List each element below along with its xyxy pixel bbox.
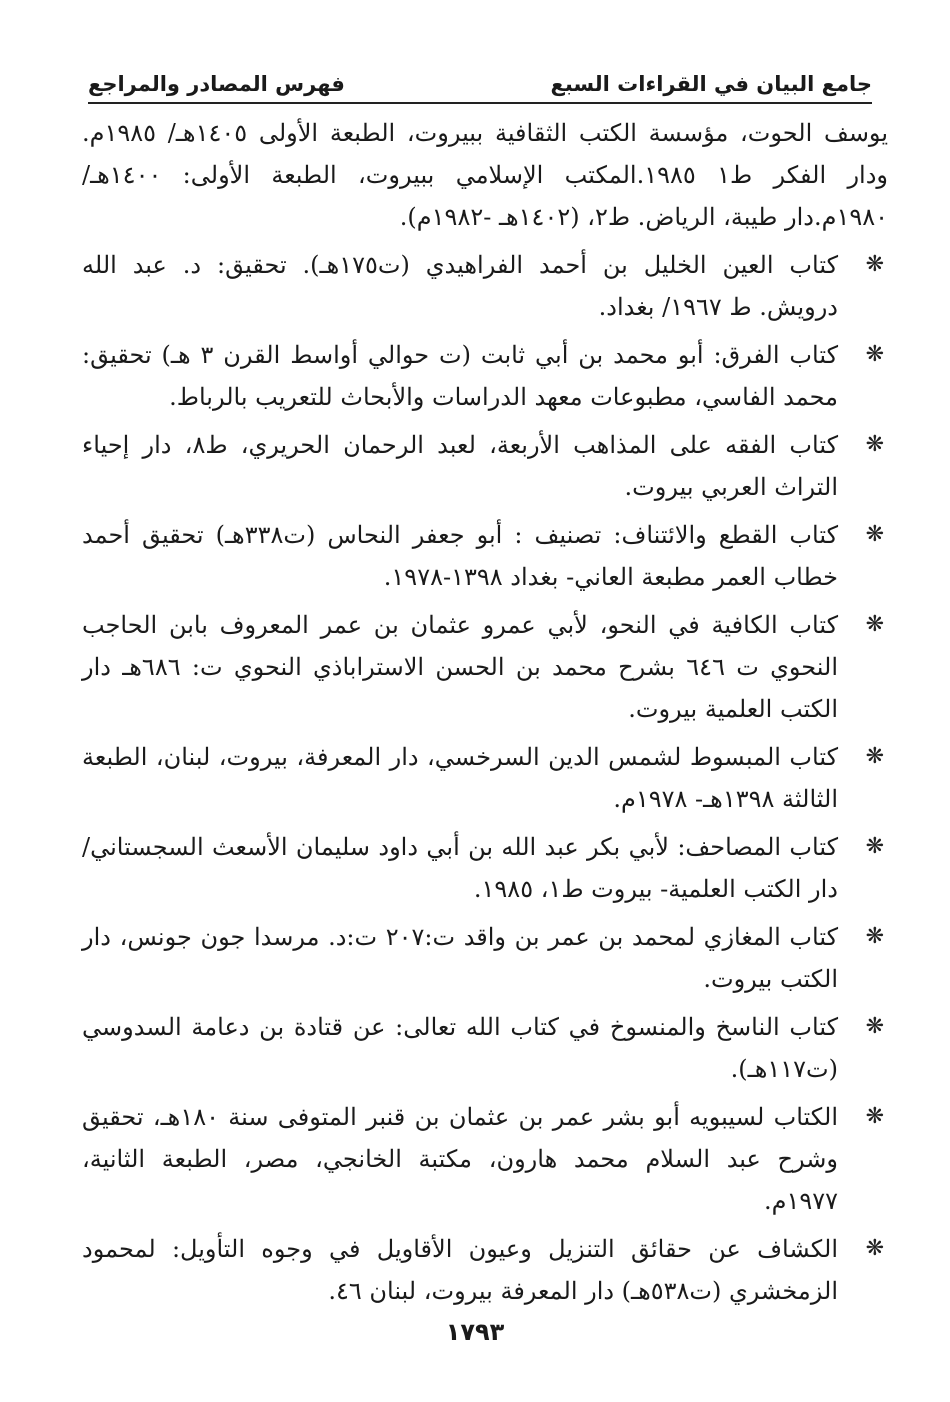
bibliography-entry xyxy=(82,916,888,1000)
entry-text: الكتاب لسيبويه أبو بشر عمر بن عثمان بن قنبر المتوفى سنة ١٨٠هـ، تحقيق وشرح عبد السلام محمد هارون، مكتبة الخانجي، مصر، الطبعة الثانية، ١٩٧٧م. xyxy=(82,1103,838,1215)
asterism-bullet-icon: ❋ xyxy=(865,342,884,367)
bibliography-entry xyxy=(82,604,888,730)
entry-text: كتاب المصاحف: لأبي بكر عبد الله بن أبي داود سليمان الأسعث السجستاني/ دار الكتب العلمية- بيروت ط١، ١٩٨٥. xyxy=(82,833,838,903)
entry-text: كتاب الفرق: أبو محمد بن أبي ثابت (ت حوالي أواسط القرن ٣ هـ) تحقيق: محمد الفاسي، مطبوعات معهد الدراسات والأبحاث للتعريب بالرباط. xyxy=(82,341,839,411)
asterism-bullet-icon: ❋ xyxy=(865,522,884,547)
bibliography-entry xyxy=(82,1228,888,1312)
bibliography-entry xyxy=(82,424,888,508)
bibliography-entry xyxy=(82,1096,888,1222)
asterism-bullet-icon: ❋ xyxy=(865,612,884,637)
entry-text: كتاب المبسوط لشمس الدين السرخسي، دار المعرفة، بيروت، لبنان، الطبعة الثالثة ١٣٩٨هـ- ١٩٧٨م. xyxy=(82,743,838,813)
bibliography-entry xyxy=(82,244,888,328)
section-title: فهرس المصادر والمراجع xyxy=(88,72,345,96)
bibliography-entry xyxy=(82,514,888,598)
page-number: ١٧٩٣ xyxy=(445,1318,505,1346)
asterism-bullet-icon: ❋ xyxy=(865,924,884,949)
asterism-bullet-icon: ❋ xyxy=(865,834,884,859)
entry-text: كتاب المغازي لمحمد بن عمر بن واقد ت:٢٠٧ ت:د. مرسدا جون جونس، دار الكتب بيروت. xyxy=(82,923,838,993)
entry-text: كتاب العين الخليل بن أحمد الفراهيدي (ت١٧٥هـ). تحقيق: د. عبد الله درويش. ط ١٩٦٧/ بغداد. xyxy=(82,251,839,321)
asterism-bullet-icon: ❋ xyxy=(865,432,884,457)
bibliography-entry xyxy=(82,826,888,910)
asterism-bullet-icon: ❋ xyxy=(865,744,884,769)
entry-text: كتاب الفقه على المذاهب الأربعة، لعبد الرحمان الحريري، ط٨، دار إحياء التراث العربي بيروت. xyxy=(82,431,838,501)
asterism-bullet-icon: ❋ xyxy=(865,1014,884,1039)
bibliography-entry xyxy=(82,334,888,418)
bibliography-list xyxy=(82,112,888,1318)
entry-text: كتاب الكافية في النحو، لأبي عمرو عثمان بن عمر المعروف بابن الحاجب النحوي ت ٦٤٦ بشرح محمد بن الحسن الاستراباذي النحوي ت: ٦٨٦هـ دار الكتب العلمية بيروت. xyxy=(82,611,839,723)
entry-text: الكشاف عن حقائق التنزيل وعيون الأقاويل في وجوه التأويل: لمحمود الزمخشري (ت٥٣٨هـ) دار المعرفة بيروت، لبنان ٤٦. xyxy=(82,1235,838,1305)
book-title: جامع البيان في القراءات السبع xyxy=(550,72,872,96)
bibliography-entry xyxy=(82,736,888,820)
asterism-bullet-icon: ❋ xyxy=(865,252,884,277)
asterism-bullet-icon: ❋ xyxy=(865,1236,884,1261)
running-header xyxy=(88,56,872,104)
bibliography-entry xyxy=(82,1006,888,1090)
entry-text: كتاب الناسخ والمنسوخ في كتاب الله تعالى: عن قتادة بن دعامة السدوسي (ت١١٧هـ). xyxy=(82,1013,838,1083)
continued-entry-text: يوسف الحوت، مؤسسة الكتب الثقافية ببيروت، الطبعة الأولى ١٤٠٥هـ/ ١٩٨٥م. ودار الفكر ط١ ١٩٨٥.المكتب الإسلامي ببيروت، الطبعة الأولى: ١٤٠٠هـ/ ١٩٨٠م.دار طيبة، الرياض. ط٢، (١٤٠٢هـ -١٩٨٢م). xyxy=(82,119,889,231)
asterism-bullet-icon: ❋ xyxy=(865,1104,884,1129)
entry-text: كتاب القطع والائتناف: تصنيف : أبو جعفر النحاس (ت٣٣٨هـ) تحقيق أحمد خطاب العمر مطبعة العاني- بغداد ١٣٩٨-١٩٧٨. xyxy=(82,521,838,591)
